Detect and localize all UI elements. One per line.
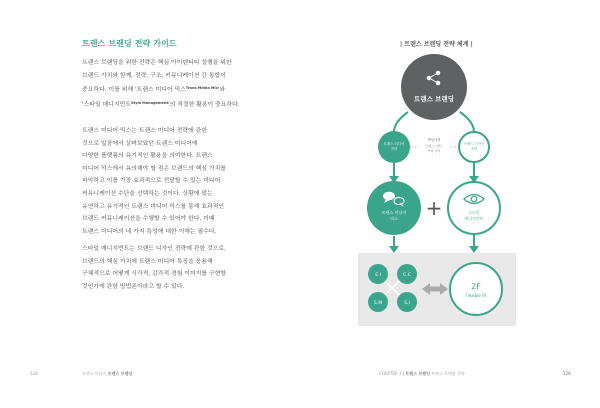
- section-title: 트랜스 브랜딩 전략 가이드: [82, 39, 177, 48]
- running-footer-right: [379, 371, 465, 377]
- paragraph-1-line: [82, 82, 282, 97]
- arrow-left-bottom-head: [389, 246, 399, 253]
- paragraph-line: 트랜스 미디어의 네 가지 특성에 대한 이해는 필수다.: [82, 228, 217, 235]
- right-page: [300, 0, 600, 408]
- paragraph-line: 파악하고 이를 가장 효과적으로 전달할 수 있는 미디어: [82, 178, 221, 185]
- design-strategy-label: 브랜드 디자인: [463, 142, 485, 146]
- paragraph-line: 커뮤니케이션 수단을 선택하는 것이다. 상황에 맞는: [82, 190, 213, 197]
- style-management-label: 스타일: [468, 210, 480, 215]
- paragraph-line: 유연하고 유기적인 트랜스 미디어 믹스를 통해 효과적인: [82, 203, 225, 210]
- paragraph-line: 구체적으로 어떻게 시각적, 감각적 경험 이미지를 구현할: [82, 271, 226, 278]
- flexible-fit-label: Flexible Fit: [465, 293, 487, 298]
- style-management-label: 매니지먼트: [464, 216, 484, 221]
- diagram-title: | 트랜스 브랜딩 전략 체계 |: [400, 41, 473, 48]
- strategy-diagram: [300, 0, 600, 408]
- paragraph-1-line: 브랜드 가치와 함께, 전략, 구조, 커뮤니케이션 간 통합이: [82, 72, 226, 79]
- footer-left-pre: 트랜스 미디어: [82, 371, 107, 376]
- connector-left: [394, 112, 408, 132]
- page-number-right: 129: [563, 371, 571, 376]
- media-strategy-label: 트랜스 미디어: [383, 142, 405, 146]
- core-value-label: 트랜스브랜드: [425, 144, 443, 148]
- paragraph-line: 것으로 앞장에서 살펴보았던 트랜스 미디어에: [82, 140, 198, 147]
- plus-sign: +: [425, 196, 443, 220]
- paragraph-line: 트랜스 미디어 믹스는 트랜스 미디어 전략에 관한: [82, 128, 208, 134]
- footer-right-bold: 트랜스 브랜딩: [405, 371, 430, 376]
- paragraph-line: 미디어 믹스에서 유의해야 할 점은 브랜드의 핵심 가치를: [82, 165, 226, 172]
- paragraph-line: 브랜드 커뮤니케이션을 수행할 수 있어야 한다. 이때: [82, 216, 215, 223]
- paragraph-line: 스타일 매니지먼트는 브랜드 디자인 전략에 관한 것으로,: [82, 246, 226, 252]
- paragraph-1-line: 트랜스 브랜딩을 위한 전략은 핵심 아이덴티티 설행을 위한: [82, 60, 232, 66]
- paragraph-1-line-text: 중요하다. 이를 위해 '트랜스 미디어 믹스: [82, 87, 186, 94]
- superscript-style-management: Style Management: [131, 100, 169, 105]
- ei-label: E.I: [375, 273, 381, 278]
- running-footer-left: [82, 371, 132, 377]
- media-mix-circle: [367, 181, 421, 235]
- page-number-left: 128: [30, 371, 38, 376]
- paragraph-1-line-text: '스타일 매니지먼트: [82, 101, 132, 108]
- style-management-circle: [448, 182, 500, 234]
- flexible-fit-number: 2F: [471, 282, 481, 291]
- top-node-circle: [401, 54, 467, 120]
- design-strategy-label: 전략: [470, 147, 478, 151]
- top-node-label: 트랜스 브랜딩: [414, 95, 454, 103]
- paragraph-1-line: [82, 97, 282, 112]
- core-value-label: 핵심가치: [427, 138, 441, 142]
- core-value-label: 가치 가치: [427, 149, 441, 153]
- paragraph-line: 브랜드의 핵심 가치에 트랜스 미디어 특징을 응용해: [82, 258, 213, 265]
- connector-right: [460, 112, 474, 132]
- paragraph-3: [82, 243, 282, 293]
- media-mix-label: 믹스: [390, 216, 398, 221]
- media-mix-label: 트랜스 미디어: [381, 210, 407, 215]
- footer-right-pre: CHAPTER 3 |: [379, 371, 405, 376]
- footer-left-bold: 트랜스 브랜딩: [107, 371, 133, 376]
- paragraph-1-line-text: '의 적절한 활용이 중요하다.: [168, 101, 240, 108]
- paragraph-2: [82, 125, 282, 238]
- cc-label: C.C: [403, 273, 411, 278]
- paragraph-1: [82, 57, 282, 111]
- arrow-right-bottom-head: [469, 246, 479, 253]
- si-label: S.I: [404, 301, 410, 306]
- media-strategy-label: 전략: [390, 147, 398, 151]
- paragraph-line: 것인가에 관한 방법론이라고 할 수 있다.: [82, 283, 185, 290]
- superscript-trans-media-mix: Trans Media Mix: [185, 86, 218, 91]
- paragraph-1-line-text: '와: [217, 87, 226, 94]
- paragraph-line: 다양한 플랫폼의 유기적인 활용을 의미한다. 트랜스: [82, 153, 213, 160]
- sm-label: S.M: [373, 301, 383, 306]
- footer-right-post: 트랜스 브랜딩 전략: [431, 371, 465, 376]
